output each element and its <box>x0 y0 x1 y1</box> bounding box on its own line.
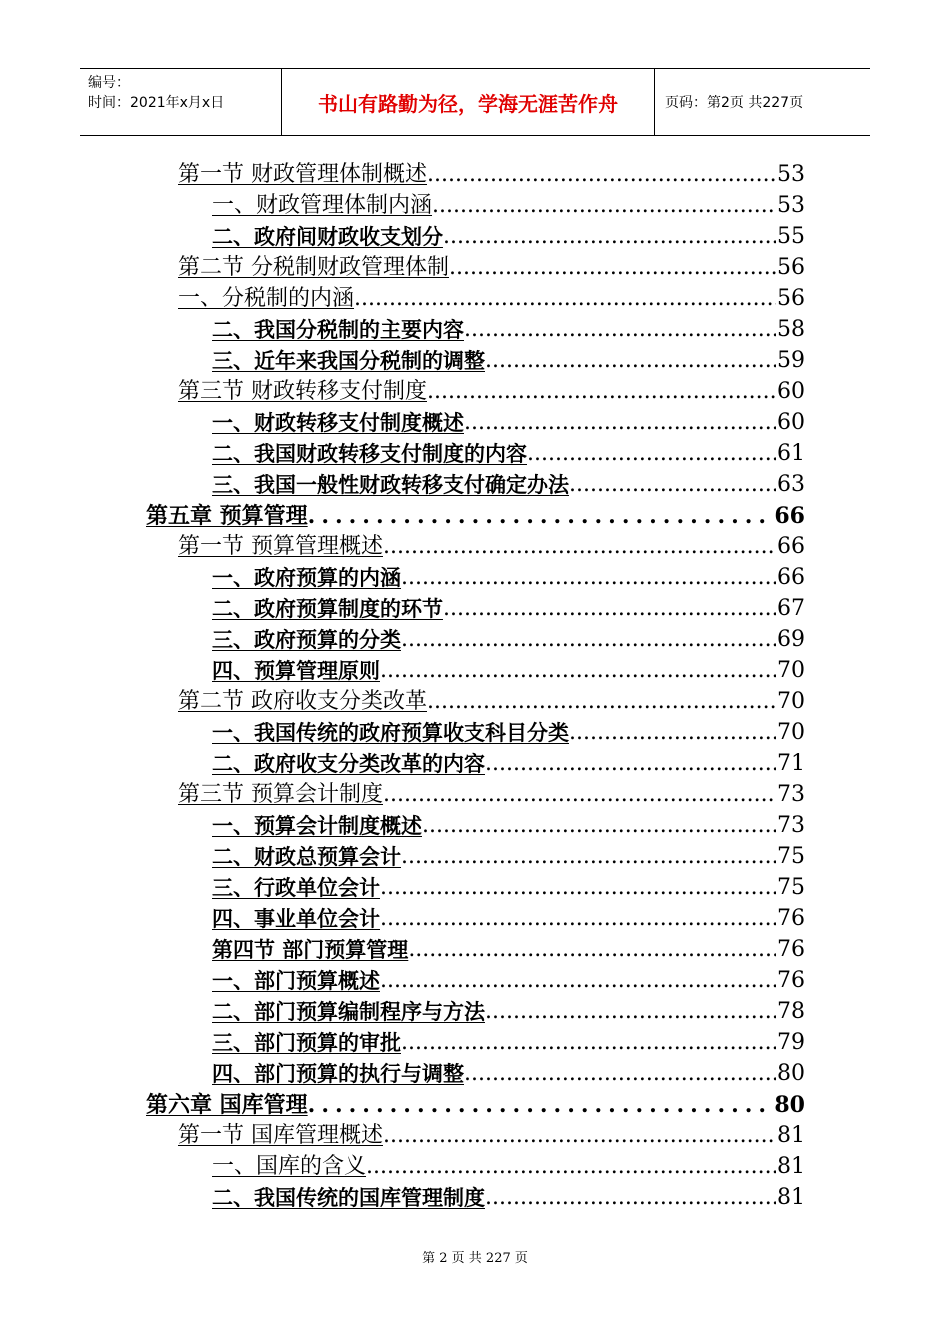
toc-entry-title[interactable]: 一、财政管理体制内涵 <box>212 193 433 218</box>
toc-leader-dots <box>308 1092 774 1118</box>
toc-entry[interactable] <box>212 219 805 250</box>
toc-entry-page[interactable]: 67 <box>777 596 805 621</box>
toc-entry-page[interactable]: 76 <box>777 906 805 931</box>
toc-entry-title[interactable]: 一、财政转移支付制度概述 <box>212 411 464 435</box>
toc-entry[interactable] <box>212 591 805 622</box>
toc-leader-dots <box>427 689 776 715</box>
toc-entry-page[interactable]: 78 <box>777 999 805 1024</box>
toc-entry-page[interactable]: 75 <box>777 844 805 869</box>
toc-entry[interactable] <box>212 467 805 498</box>
toc-entry[interactable] <box>212 932 805 963</box>
toc-entry[interactable] <box>178 684 805 715</box>
toc-leader-dots <box>427 379 776 405</box>
toc-leader-dots <box>380 906 776 932</box>
toc-entry-page[interactable]: 61 <box>777 441 805 466</box>
toc-entry-title[interactable]: 四、预算管理原则 <box>212 659 380 683</box>
toc-entry[interactable] <box>212 188 805 219</box>
toc-leader-dots <box>380 875 776 901</box>
toc-leader-dots <box>383 534 776 560</box>
toc-leader-dots <box>443 224 776 250</box>
toc-entry-title[interactable]: 二、我国财政转移支付制度的内容 <box>212 442 527 466</box>
toc-entry-title[interactable]: 第三节 财政转移支付制度 <box>178 379 427 404</box>
toc-entry[interactable] <box>212 1149 805 1180</box>
toc-entry[interactable] <box>146 498 805 529</box>
toc-entry[interactable] <box>212 405 805 436</box>
toc-entry-title[interactable]: 第六章 国库管理 <box>146 1092 308 1118</box>
toc-leader-dots <box>443 596 776 622</box>
toc-entry-title[interactable]: 一、我国传统的政府预算收支科目分类 <box>212 721 569 745</box>
toc-entry-title[interactable]: 四、部门预算的执行与调整 <box>212 1062 464 1086</box>
toc-entry-title[interactable]: 四、事业单位会计 <box>212 907 380 931</box>
toc-entry[interactable] <box>212 622 805 653</box>
toc-entry[interactable] <box>212 1056 805 1087</box>
toc-entry-title[interactable]: 一、部门预算概述 <box>212 969 380 993</box>
header-number-label: 编号： <box>88 75 130 91</box>
toc-entry[interactable] <box>212 808 805 839</box>
toc-entry-page[interactable]: 66 <box>777 565 805 590</box>
toc-leader-dots <box>383 782 776 808</box>
toc-entry[interactable] <box>212 343 805 374</box>
toc-entry-title[interactable]: 第三节 预算会计制度 <box>178 782 383 807</box>
header-meta <box>80 69 282 135</box>
toc-leader-dots <box>485 751 776 777</box>
toc-leader-dots <box>485 348 776 374</box>
toc-leader-dots <box>401 565 776 591</box>
toc-entry-page[interactable]: 80 <box>774 1092 805 1118</box>
toc-entry-page[interactable]: 70 <box>777 658 805 683</box>
toc-entry[interactable] <box>212 994 805 1025</box>
toc-leader-dots <box>485 1185 776 1211</box>
toc-entry-page[interactable]: 81 <box>777 1154 805 1179</box>
toc-entry-page[interactable]: 70 <box>777 689 805 714</box>
page-header <box>80 68 870 136</box>
toc-leader-dots <box>464 1061 776 1087</box>
header-motto: 书山有路勤为径，学海无涯苦作舟 <box>282 69 655 135</box>
toc-entry[interactable] <box>212 1025 805 1056</box>
page-footer: 第 2 页 共 227 页 <box>422 1251 528 1266</box>
toc-leader-dots <box>383 1123 776 1149</box>
toc-entry-title[interactable]: 三、近年来我国分税制的调整 <box>212 349 485 373</box>
toc-entry-title[interactable]: 第五章 预算管理 <box>146 503 308 529</box>
toc-entry[interactable] <box>212 560 805 591</box>
toc-entry-title[interactable]: 第一节 国库管理概述 <box>178 1123 383 1148</box>
toc-entry-page[interactable]: 60 <box>777 410 805 435</box>
toc-entry-title[interactable]: 二、政府收支分类改革的内容 <box>212 752 485 776</box>
toc-entry[interactable] <box>212 653 805 684</box>
toc-entry-title[interactable]: 三、部门预算的审批 <box>212 1031 401 1055</box>
toc-entry[interactable] <box>178 529 805 560</box>
toc-entry-page[interactable]: 60 <box>777 379 805 404</box>
toc-entry[interactable] <box>178 250 805 281</box>
toc-entry[interactable] <box>178 281 805 312</box>
toc-entry-page[interactable]: 53 <box>777 193 805 218</box>
toc-entry-page[interactable]: 69 <box>777 627 805 652</box>
toc-entry-title[interactable]: 三、政府预算的分类 <box>212 628 401 652</box>
toc-entry[interactable] <box>178 777 805 808</box>
header-page-info: 页码：第2页 共227页 <box>665 95 804 111</box>
toc-entry-page[interactable]: 79 <box>777 1030 805 1055</box>
toc-leader-dots <box>354 286 776 312</box>
toc-entry-page[interactable]: 76 <box>777 968 805 993</box>
toc-leader-dots <box>485 999 776 1025</box>
toc-entry-page[interactable]: 56 <box>777 286 805 311</box>
toc-entry[interactable] <box>178 157 805 188</box>
toc-entry-page[interactable]: 63 <box>777 472 805 497</box>
toc-leader-dots <box>401 1030 776 1056</box>
toc-entry-page[interactable]: 53 <box>777 162 805 187</box>
toc-leader-dots <box>464 410 776 436</box>
toc-leader-dots <box>449 255 776 281</box>
toc-entry[interactable] <box>146 1087 805 1118</box>
toc-entry[interactable] <box>212 870 805 901</box>
toc-entry[interactable] <box>212 436 805 467</box>
toc-entry-title[interactable]: 第一节 财政管理体制概述 <box>178 162 427 187</box>
toc-entry[interactable] <box>212 901 805 932</box>
toc-entry-title[interactable]: 二、财政总预算会计 <box>212 845 401 869</box>
toc-entry-title[interactable]: 第四节 部门预算管理 <box>212 938 409 962</box>
toc-entry[interactable] <box>178 374 805 405</box>
toc-entry[interactable] <box>212 963 805 994</box>
toc-entry-page[interactable]: 71 <box>777 751 805 776</box>
toc-entry-page[interactable]: 59 <box>777 348 805 373</box>
toc-entry-title[interactable]: 二、我国传统的国库管理制度 <box>212 1186 485 1210</box>
toc-entry-title[interactable]: 一、分税制的内涵 <box>178 286 355 311</box>
toc-entry-page[interactable]: 56 <box>777 255 805 280</box>
toc-entry[interactable] <box>212 839 805 870</box>
toc-entry-page[interactable]: 58 <box>777 317 805 342</box>
toc-entry-page[interactable]: 73 <box>777 782 805 807</box>
toc-entry-title[interactable]: 第一节 预算管理概述 <box>178 534 383 559</box>
toc-entry-page[interactable]: 80 <box>777 1061 805 1086</box>
header-time-label: 时间：2021年x月x日 <box>88 95 225 111</box>
toc-entry-title[interactable]: 第二节 政府收支分类改革 <box>178 689 427 714</box>
toc-leader-dots <box>401 627 776 653</box>
toc-entry[interactable] <box>212 746 805 777</box>
toc-leader-dots <box>569 472 776 498</box>
toc-entry-page[interactable]: 66 <box>777 534 805 559</box>
toc-entry-page[interactable]: 75 <box>777 875 805 900</box>
toc-entry-page[interactable]: 81 <box>777 1185 805 1210</box>
toc-entry-page[interactable]: 66 <box>774 503 805 529</box>
toc-entry-title[interactable]: 二、我国分税制的主要内容 <box>212 318 464 342</box>
toc-entry-title[interactable]: 一、预算会计制度概述 <box>212 814 422 838</box>
toc-entry[interactable] <box>212 715 805 746</box>
toc-entry-page[interactable]: 70 <box>777 720 805 745</box>
toc-leader-dots <box>408 937 776 963</box>
toc-entry-page[interactable]: 55 <box>777 224 805 249</box>
toc-leader-dots <box>422 813 776 839</box>
toc-leader-dots <box>464 317 776 343</box>
toc-entry-title[interactable]: 二、部门预算编制程序与方法 <box>212 1000 485 1024</box>
toc-entry-page[interactable]: 73 <box>777 813 805 838</box>
toc-leader-dots <box>432 193 776 219</box>
toc-leader-dots <box>308 503 774 529</box>
toc-entry-page[interactable]: 76 <box>777 937 805 962</box>
toc-entry-title[interactable]: 三、行政单位会计 <box>212 876 380 900</box>
toc-leader-dots <box>401 844 776 870</box>
toc-entry-title[interactable]: 三、我国一般性财政转移支付确定办法 <box>212 473 569 497</box>
toc-leader-dots <box>427 162 776 188</box>
toc-entry[interactable] <box>212 312 805 343</box>
toc-leader-dots <box>380 968 776 994</box>
toc-leader-dots <box>527 441 776 467</box>
toc-entry-title[interactable]: 第二节 分税制财政管理体制 <box>178 255 449 280</box>
toc-leader-dots <box>380 658 776 684</box>
toc-entry-page[interactable]: 81 <box>777 1123 805 1148</box>
toc-entry-title[interactable]: 二、政府预算制度的环节 <box>212 597 443 621</box>
toc-leader-dots <box>569 720 776 746</box>
toc-leader-dots <box>366 1154 776 1180</box>
toc-entry[interactable] <box>178 1118 805 1149</box>
toc-entry-title[interactable]: 一、政府预算的内涵 <box>212 566 401 590</box>
toc-entry[interactable] <box>212 1180 805 1211</box>
toc-entry-title[interactable]: 二、政府间财政收支划分 <box>212 225 443 249</box>
toc-entry-title[interactable]: 一、国库的含义 <box>212 1154 367 1179</box>
